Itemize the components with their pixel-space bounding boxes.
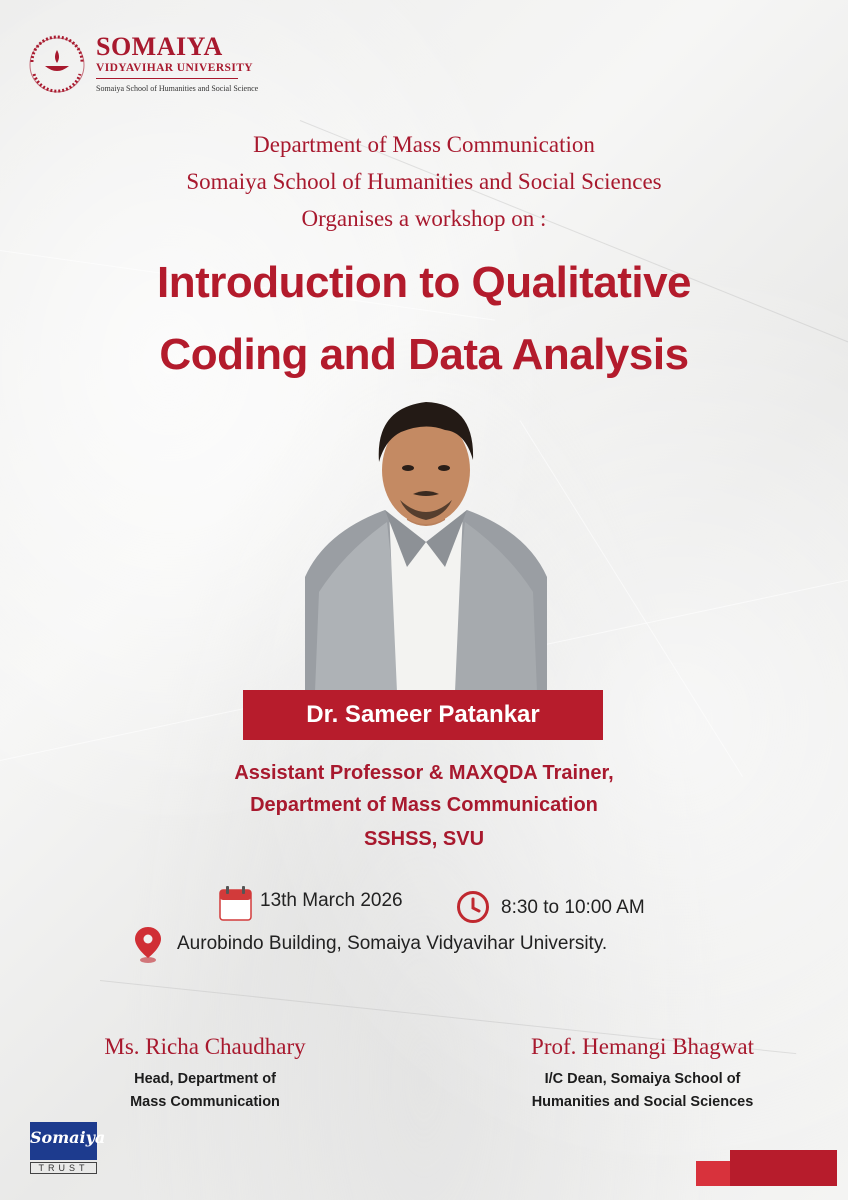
location-pin-icon: [134, 926, 162, 969]
signatory-name-dean: Prof. Hemangi Bhagwat: [531, 1034, 754, 1059]
clock-icon: [456, 890, 490, 929]
signatory-title-head: [60, 1068, 350, 1114]
school-line: Somaiya School of Humanities and Social Sciences: [186, 169, 662, 194]
signatory-title-line: I/C Dean, Somaiya School of: [544, 1071, 741, 1087]
trust-label: TRUST: [30, 1162, 97, 1174]
speaker-department: Department of Mass Communication: [250, 794, 598, 816]
brand-name: SOMAIYA: [96, 32, 223, 61]
organises-line: Organises a workshop on :: [301, 206, 547, 231]
trust-logo-wordmark: Somaiya: [30, 1128, 106, 1147]
speaker-photo: [305, 392, 547, 692]
signatory-title-line: Humanities and Social Sciences: [531, 1094, 754, 1110]
calendar-icon: [219, 886, 252, 926]
event-date: 13th March 2026: [260, 890, 403, 911]
signatory-title-line: Mass Communication: [130, 1094, 280, 1110]
workshop-title-line1: Introduction to Qualitative: [156, 258, 692, 307]
signatory-title-line: Head, Department of: [134, 1071, 276, 1087]
event-venue: Aurobindo Building, Somaiya Vidyavihar University.: [177, 933, 608, 954]
speaker-role: Assistant Professor & MAXQDA Trainer,: [234, 762, 614, 784]
brand-divider: [96, 78, 238, 79]
brand-subtitle: VIDYAVIHAR UNIVERSITY: [96, 62, 253, 74]
workshop-title-line2: Coding and Data Analysis: [159, 330, 689, 379]
speaker-affiliation: SSHSS, SVU: [363, 828, 485, 850]
corner-accent-dark: [730, 1150, 837, 1186]
brand-school: Somaiya School of Humanities and Social Science: [96, 84, 259, 93]
signatory-title-dean: [490, 1068, 795, 1114]
department-line: Department of Mass Communication: [253, 132, 595, 157]
event-time: 8:30 to 10:00 AM: [501, 897, 645, 918]
somaiya-trust-logo: [30, 1122, 106, 1174]
signatory-name-head: Ms. Richa Chaudhary: [104, 1034, 306, 1059]
somaiya-university-logo: [26, 34, 92, 96]
speaker-name-badge: Dr. Sameer Patankar: [243, 690, 603, 740]
